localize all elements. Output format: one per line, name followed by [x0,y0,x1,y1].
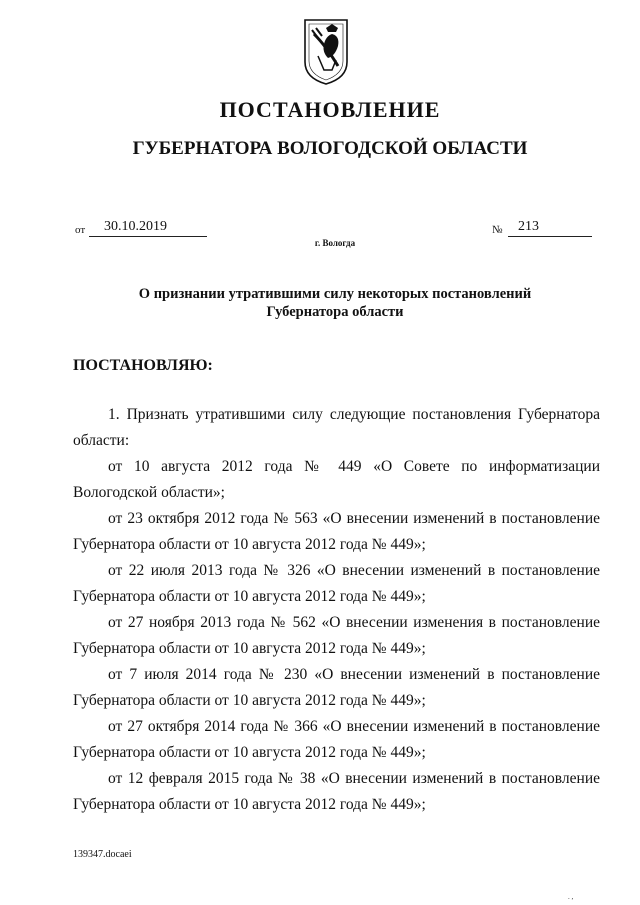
corner-mark: . , [568,893,574,901]
document-date: 30.10.2019 [89,220,207,237]
document-title: ПОСТАНОВЛЕНИЕ [219,97,441,122]
decree-word: ПОСТАНОВЛЯЮ: [73,357,213,374]
issuing-authority: ГУБЕРНАТОРА ВОЛОГОДСКОЙ ОБЛАСТИ [132,138,528,159]
paragraph: от 27 ноября 2013 года № 562 «О внесении изменения в постановление Губернатора области от 10 августа 2012 года № 449»; [73,614,600,657]
paragraph: от 12 февраля 2015 года № 38 «О внесении изменений в постановление Губернатора области от 10 августа 2012 года № 449»; [73,770,600,813]
date-prefix: от [75,224,86,236]
document-number: 213 [508,220,592,237]
paragraph: 1. Признать утратившими силу следующие постановления Губернатора области: [73,406,600,449]
issue-city: г. Вологда [314,238,356,248]
document-body [73,402,600,818]
coat-of-arms-icon [302,16,350,86]
number-prefix: № [492,224,503,236]
paragraph: от 10 августа 2012 года № 449 «О Совете по информатизации Вологодской области»; [73,458,600,501]
paragraph: от 23 октября 2012 года № 563 «О внесении изменений в постановление Губернатора области от 10 августа 2012 года № 449»; [73,510,600,553]
paragraph: от 7 июля 2014 года № 230 «О внесении изменений в постановление Губернатора области от 10 августа 2012 года № 449»; [73,666,600,709]
file-code: 139347.docaei [73,849,132,860]
paragraph: от 22 июля 2013 года № 326 «О внесении изменений в постановление Губернатора области от 10 августа 2012 года № 449»; [73,562,600,605]
document-subject: О признании утратившими силу некоторых постановлений Губернатора области [138,286,532,320]
paragraph: от 27 октября 2014 года № 366 «О внесении изменений в постановление Губернатора области от 10 августа 2012 года № 449»; [73,718,600,761]
